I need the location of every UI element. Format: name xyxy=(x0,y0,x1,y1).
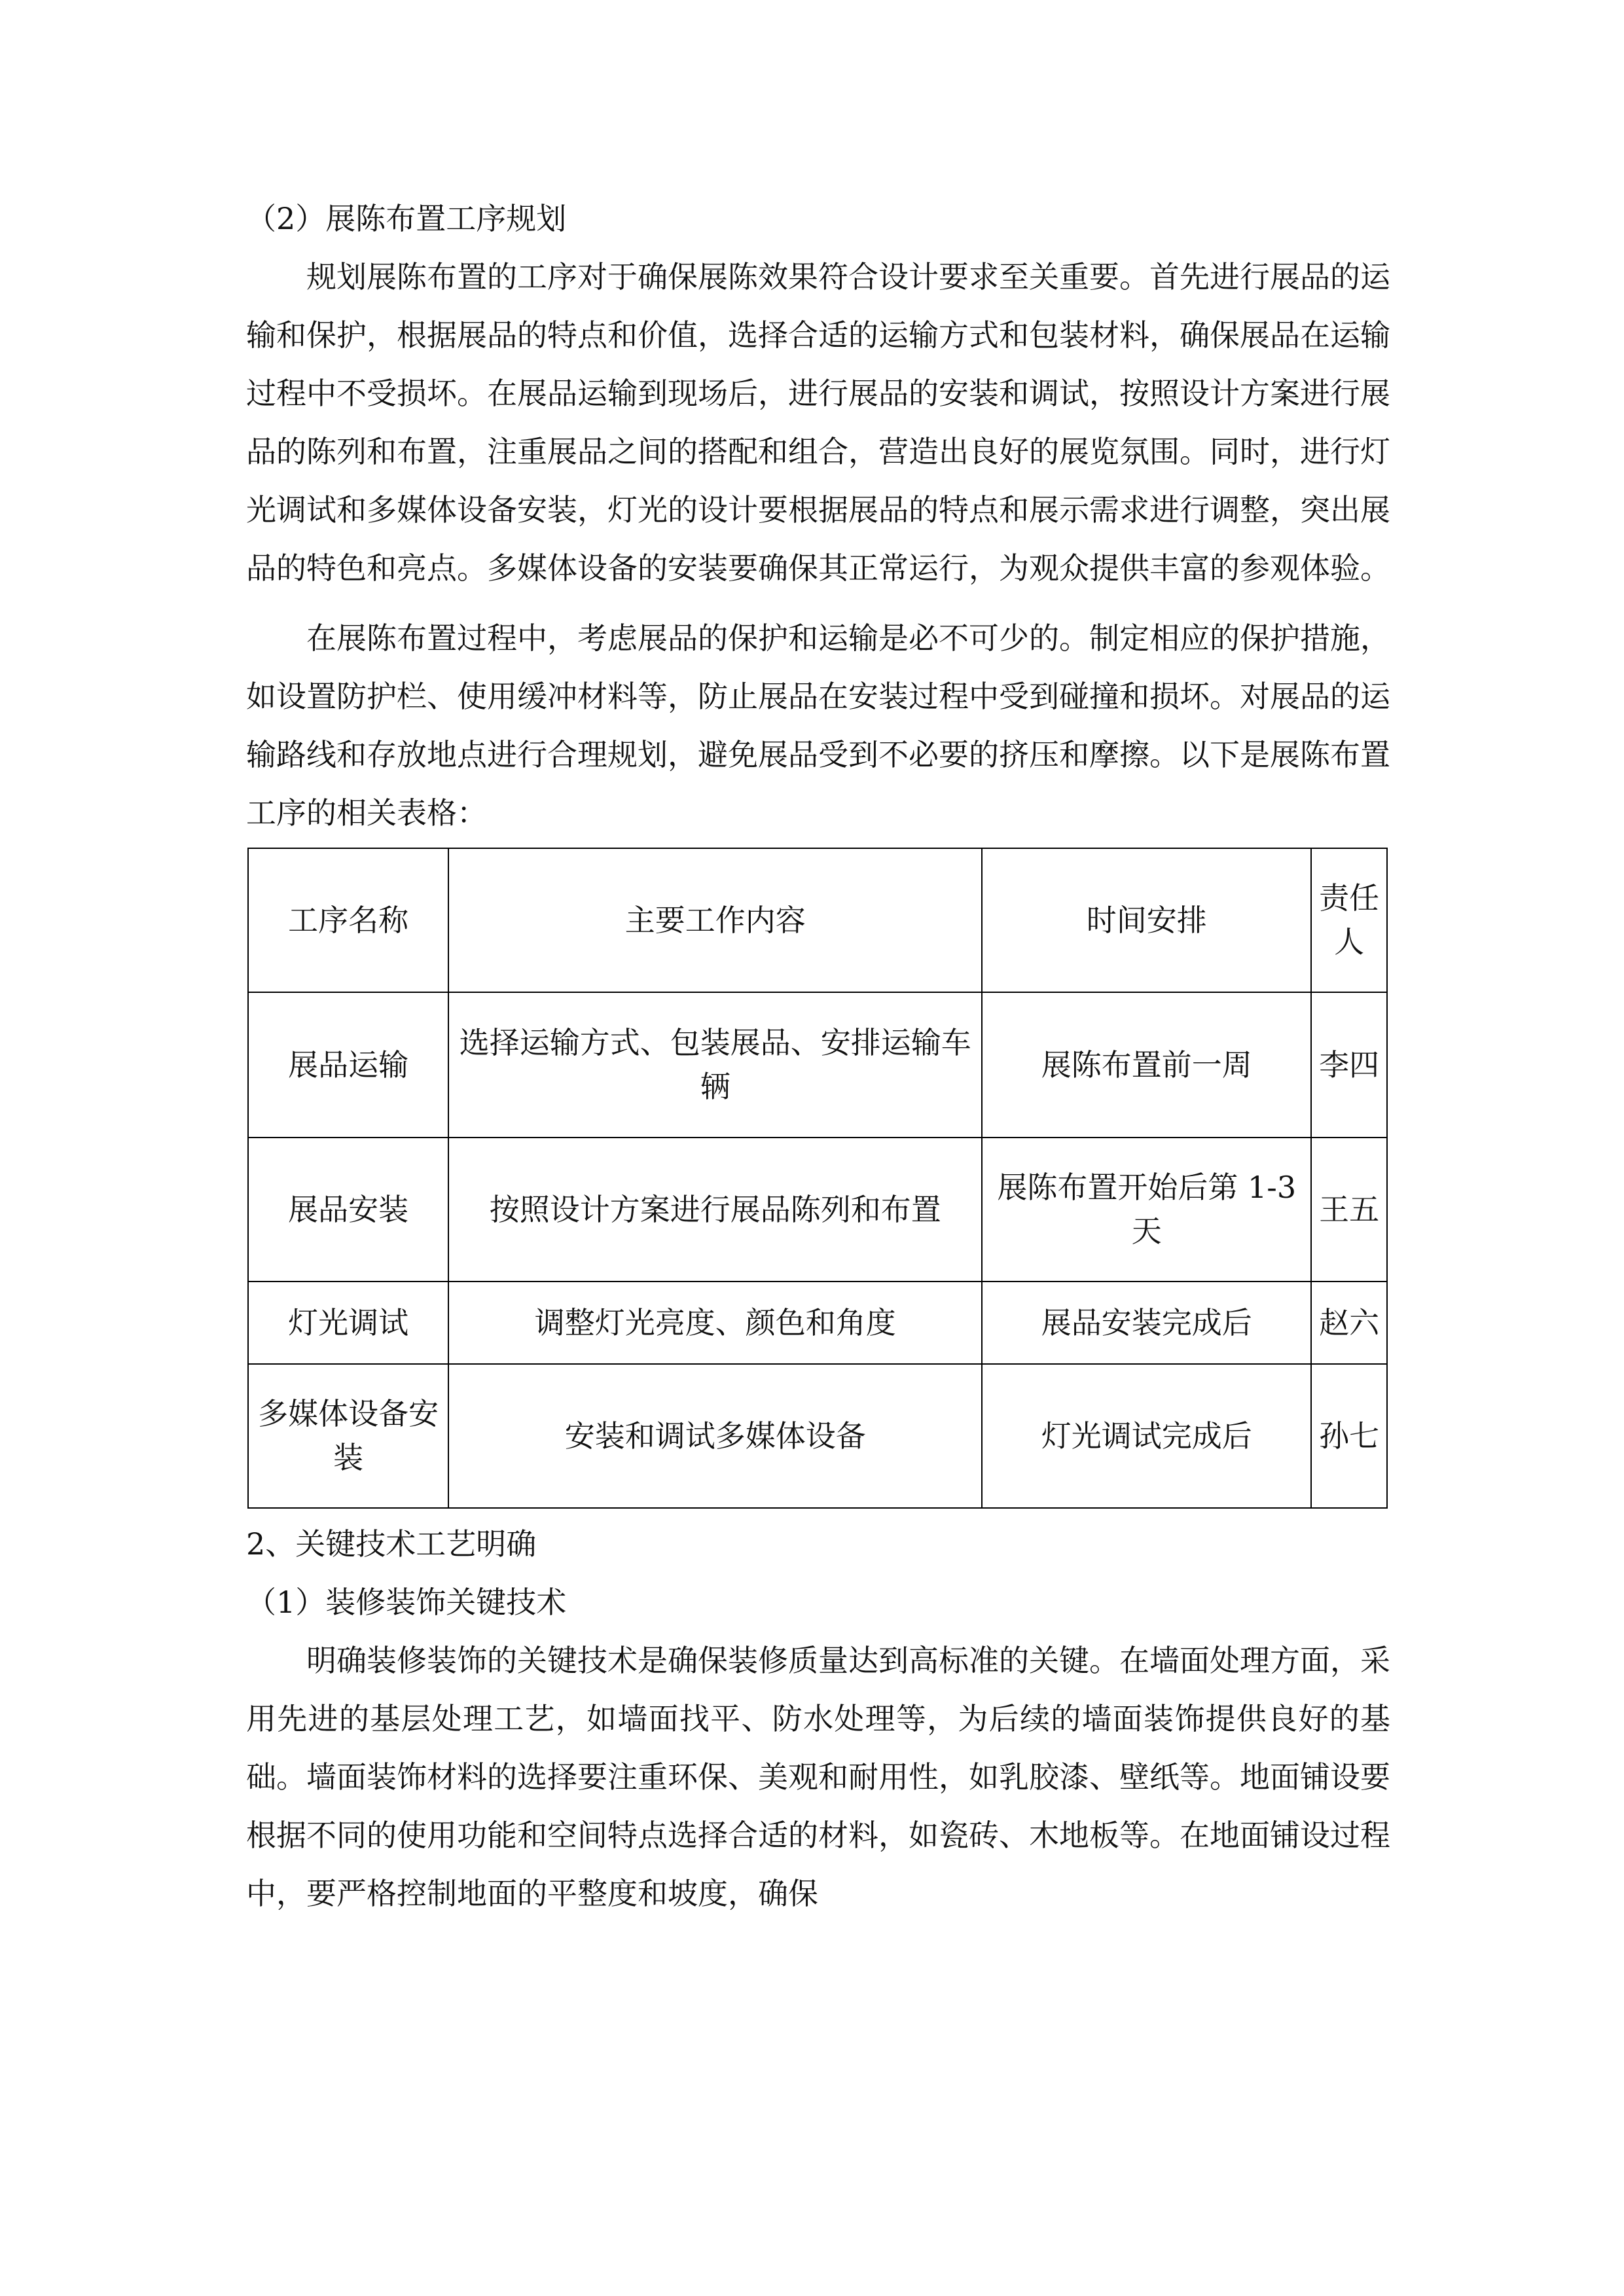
section-heading-key-techniques: 2、关键技术工艺明确 xyxy=(246,1526,537,1562)
table-cell: 展陈布置前一周 xyxy=(982,992,1311,1138)
paragraph-protection-transport: 在展陈布置过程中，考虑展品的保护和运输是必不可少的。制定相应的保护措施，如设置防护栏、使用缓冲材料等，防止展品在安装过程中受到碰撞和损坏。对展品的运输路线和存放地点进行合理规划，避免展品受到不必要的挤压和摩擦。以下是展陈布置工序的相关表格： xyxy=(246,620,1390,831)
table-header-cell: 责任人 xyxy=(1311,848,1387,992)
table-cell: 选择运输方式、包装展品、安排运输车辆 xyxy=(448,992,982,1138)
table-header-row xyxy=(248,848,1387,992)
table-row xyxy=(248,1364,1387,1508)
table-cell: 王五 xyxy=(1311,1138,1387,1282)
table-header-cell: 时间安排 xyxy=(982,848,1311,992)
paragraph-decoration-techniques: 明确装修装饰的关键技术是确保装修质量达到高标准的关键。在墙面处理方面，采用先进的基层处理工艺，如墙面找平、防水处理等，为后续的墙面装饰提供良好的基础。墙面装饰材料的选择要注重环保、美观和耐用性，如乳胶漆、壁纸等。地面铺设要根据不同的使用功能和空间特点选择合适的材料，如瓷砖、木地板等。在地面铺设过程中，要严格控制地面的平整度和坡度，确保 xyxy=(246,1643,1390,1911)
table-cell: 赵六 xyxy=(1311,1282,1387,1364)
table-cell: 灯光调试 xyxy=(248,1282,448,1364)
table-cell: 调整灯光亮度、颜色和角度 xyxy=(448,1282,982,1364)
table-cell: 展品安装 xyxy=(248,1138,448,1282)
table-cell: 安装和调试多媒体设备 xyxy=(448,1364,982,1508)
table-header-cell: 主要工作内容 xyxy=(448,848,982,992)
table-cell: 多媒体设备安装 xyxy=(248,1364,448,1508)
table-row xyxy=(248,1282,1387,1364)
process-table xyxy=(247,848,1388,1509)
table-cell: 展品运输 xyxy=(248,992,448,1138)
section-heading-exhibition-process: （2）展陈布置工序规划 xyxy=(246,201,567,236)
table-cell: 展品安装完成后 xyxy=(982,1282,1311,1364)
table-row xyxy=(248,1138,1387,1282)
paragraph-process-planning: 规划展陈布置的工序对于确保展陈效果符合设计要求至关重要。首先进行展品的运输和保护，根据展品的特点和价值，选择合适的运输方式和包装材料，确保展品在运输过程中不受损坏。在展品运输到现场后，进行展品的安装和调试，按照设计方案进行展品的陈列和布置，注重展品之间的搭配和组合，营造出良好的展览氛围。同时，进行灯光调试和多媒体设备安装，灯光的设计要根据展品的特点和展示需求进行调整，突出展品的特色和亮点。多媒体设备的安装要确保其正常运行，为观众提供丰富的参观体验。 xyxy=(246,259,1390,586)
table-header-cell: 工序名称 xyxy=(248,848,448,992)
table-cell: 孙七 xyxy=(1311,1364,1387,1508)
table-row xyxy=(248,992,1387,1138)
table-cell: 展陈布置开始后第 1-3 天 xyxy=(982,1138,1311,1282)
table-cell: 灯光调试完成后 xyxy=(982,1364,1311,1508)
table-cell: 李四 xyxy=(1311,992,1387,1138)
table-cell: 按照设计方案进行展品陈列和布置 xyxy=(448,1138,982,1282)
section-heading-decoration-techniques: （1）装修装饰关键技术 xyxy=(246,1585,567,1620)
document-page xyxy=(246,190,1390,1923)
